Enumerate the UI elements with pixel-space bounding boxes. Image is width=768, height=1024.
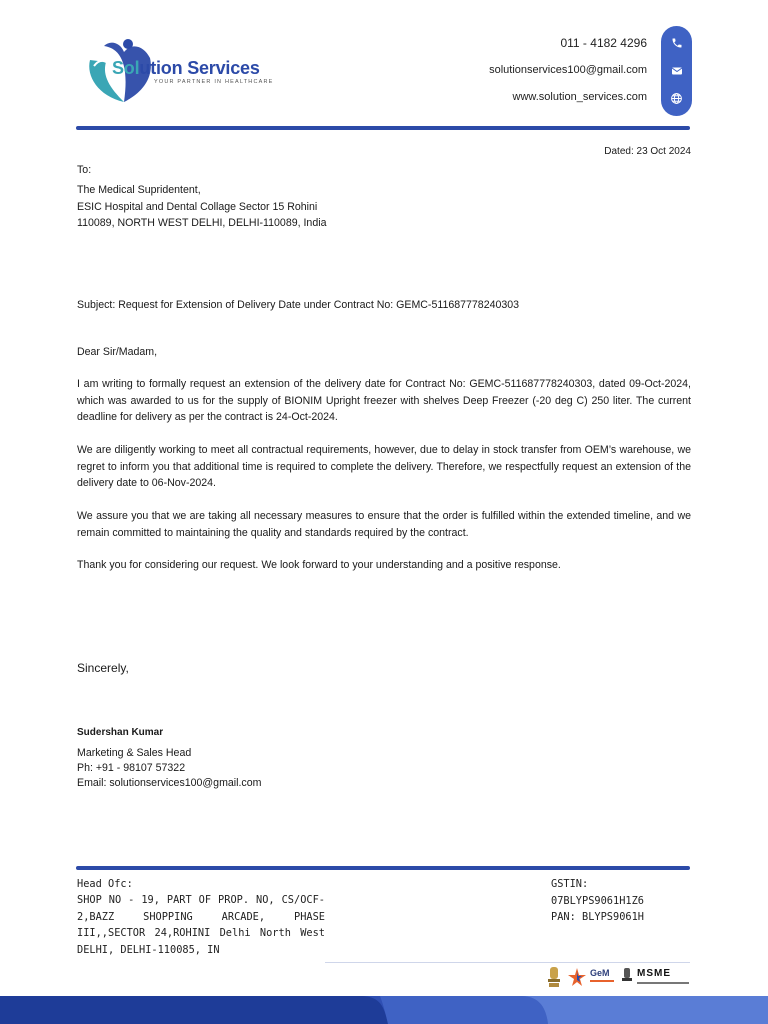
national-emblem-icon <box>620 966 634 986</box>
letter-subject: Subject: Request for Extension of Delivery Date under Contract No: GEMC-511687778240303 <box>77 299 520 311</box>
logo-wordmark-part1: Sol <box>112 58 140 78</box>
body-paragraph: I am writing to formally request an extension of the delivery date for Contract No: GEMC-511687778240303, dated 09-Oct-2024, which was awarded to us for the supply of BIONIM Upright freezer with shelves Deep Freezer (-20 deg C) 250 liter. The current deadline for delivery as per the contract is 24-Oct-2024. <box>77 378 691 423</box>
body-paragraph: Thank you for considering our request. We look forward to your understanding and a positive response. <box>77 559 561 571</box>
emblem-icon <box>544 965 564 989</box>
globe-icon <box>667 89 686 108</box>
to-label: To: <box>77 164 92 176</box>
logo-tagline: YOUR PARTNER IN HEALTHCARE <box>154 79 274 85</box>
gstin-block <box>551 876 644 926</box>
recipient-block <box>77 182 326 232</box>
gem-underline <box>590 980 614 982</box>
recipient-line: ESIC Hospital and Dental Collage Sector 15 Rohini <box>77 200 318 213</box>
header-phone: 011 - 4182 4296 <box>560 36 647 50</box>
body-paragraph: We are diligently working to meet all contractual requirements, however, due to delay in stock transfer from OEM’s warehouse, we regret to inform you that additional time is required to complete the delivery. Therefore, we respectfully request an extension of the delivery date to 06-Nov-2024. <box>77 444 691 489</box>
signatory-title: Marketing & Sales Head <box>77 747 192 759</box>
signatory-email[interactable]: Email: solutionservices100@gmail.com <box>77 777 262 789</box>
logo-wordmark <box>112 58 260 79</box>
letter-date: Dated: 23 Oct 2024 <box>604 146 691 157</box>
contact-icon-strip <box>661 26 692 116</box>
pan-value: PAN: BLYPS9061H <box>551 911 644 923</box>
msme-underline <box>637 982 689 984</box>
recipient-line: 110089, NORTH WEST DELHI, DELHI-110089, India <box>77 217 327 229</box>
header-website[interactable]: www.solution_services.com <box>512 91 647 103</box>
salutation: Dear Sir/Madam, <box>77 346 158 358</box>
body-paragraph: We assure you that we are taking all necessary measures to ensure that the order is fulfilled within the extended timeline, and we remain committed to maintaining the quality and standards required by the contract. <box>77 510 691 539</box>
signatory-phone: Ph: +91 - 98107 57322 <box>77 762 186 774</box>
closing: Sincerely, <box>77 661 129 675</box>
email-icon <box>667 61 686 80</box>
signatory-name: Sudershan Kumar <box>77 727 164 738</box>
footer-divider <box>76 866 690 870</box>
footer-wave-band <box>0 996 768 1024</box>
office-address: SHOP NO - 19, PART OF PROP. NO, CS/OCF-2,BAZZ SHOPPING ARCADE, PHASE III,,SECTOR 24,ROHINI Delhi North West DELHI, DELHI-110085, IN <box>77 894 325 956</box>
recipient-line: The Medical Supridentent, <box>77 184 201 196</box>
gem-badge-text: GeM <box>590 968 610 978</box>
office-label: Head Ofc: <box>77 878 133 890</box>
footer-thin-divider <box>325 962 690 963</box>
logo-wordmark-part2: ution Services <box>139 58 260 78</box>
gem-star-icon <box>566 966 588 988</box>
certification-badges <box>544 965 690 989</box>
header-divider <box>76 126 690 130</box>
signatory-details <box>77 746 261 791</box>
gstin-label: GSTIN: <box>551 878 589 890</box>
msme-badge-text: MSME <box>637 968 671 979</box>
header-email[interactable]: solutionservices100@gmail.com <box>489 64 647 76</box>
phone-icon <box>667 33 686 52</box>
gstin-value: 07BLYPS9061H1Z6 <box>551 894 644 907</box>
